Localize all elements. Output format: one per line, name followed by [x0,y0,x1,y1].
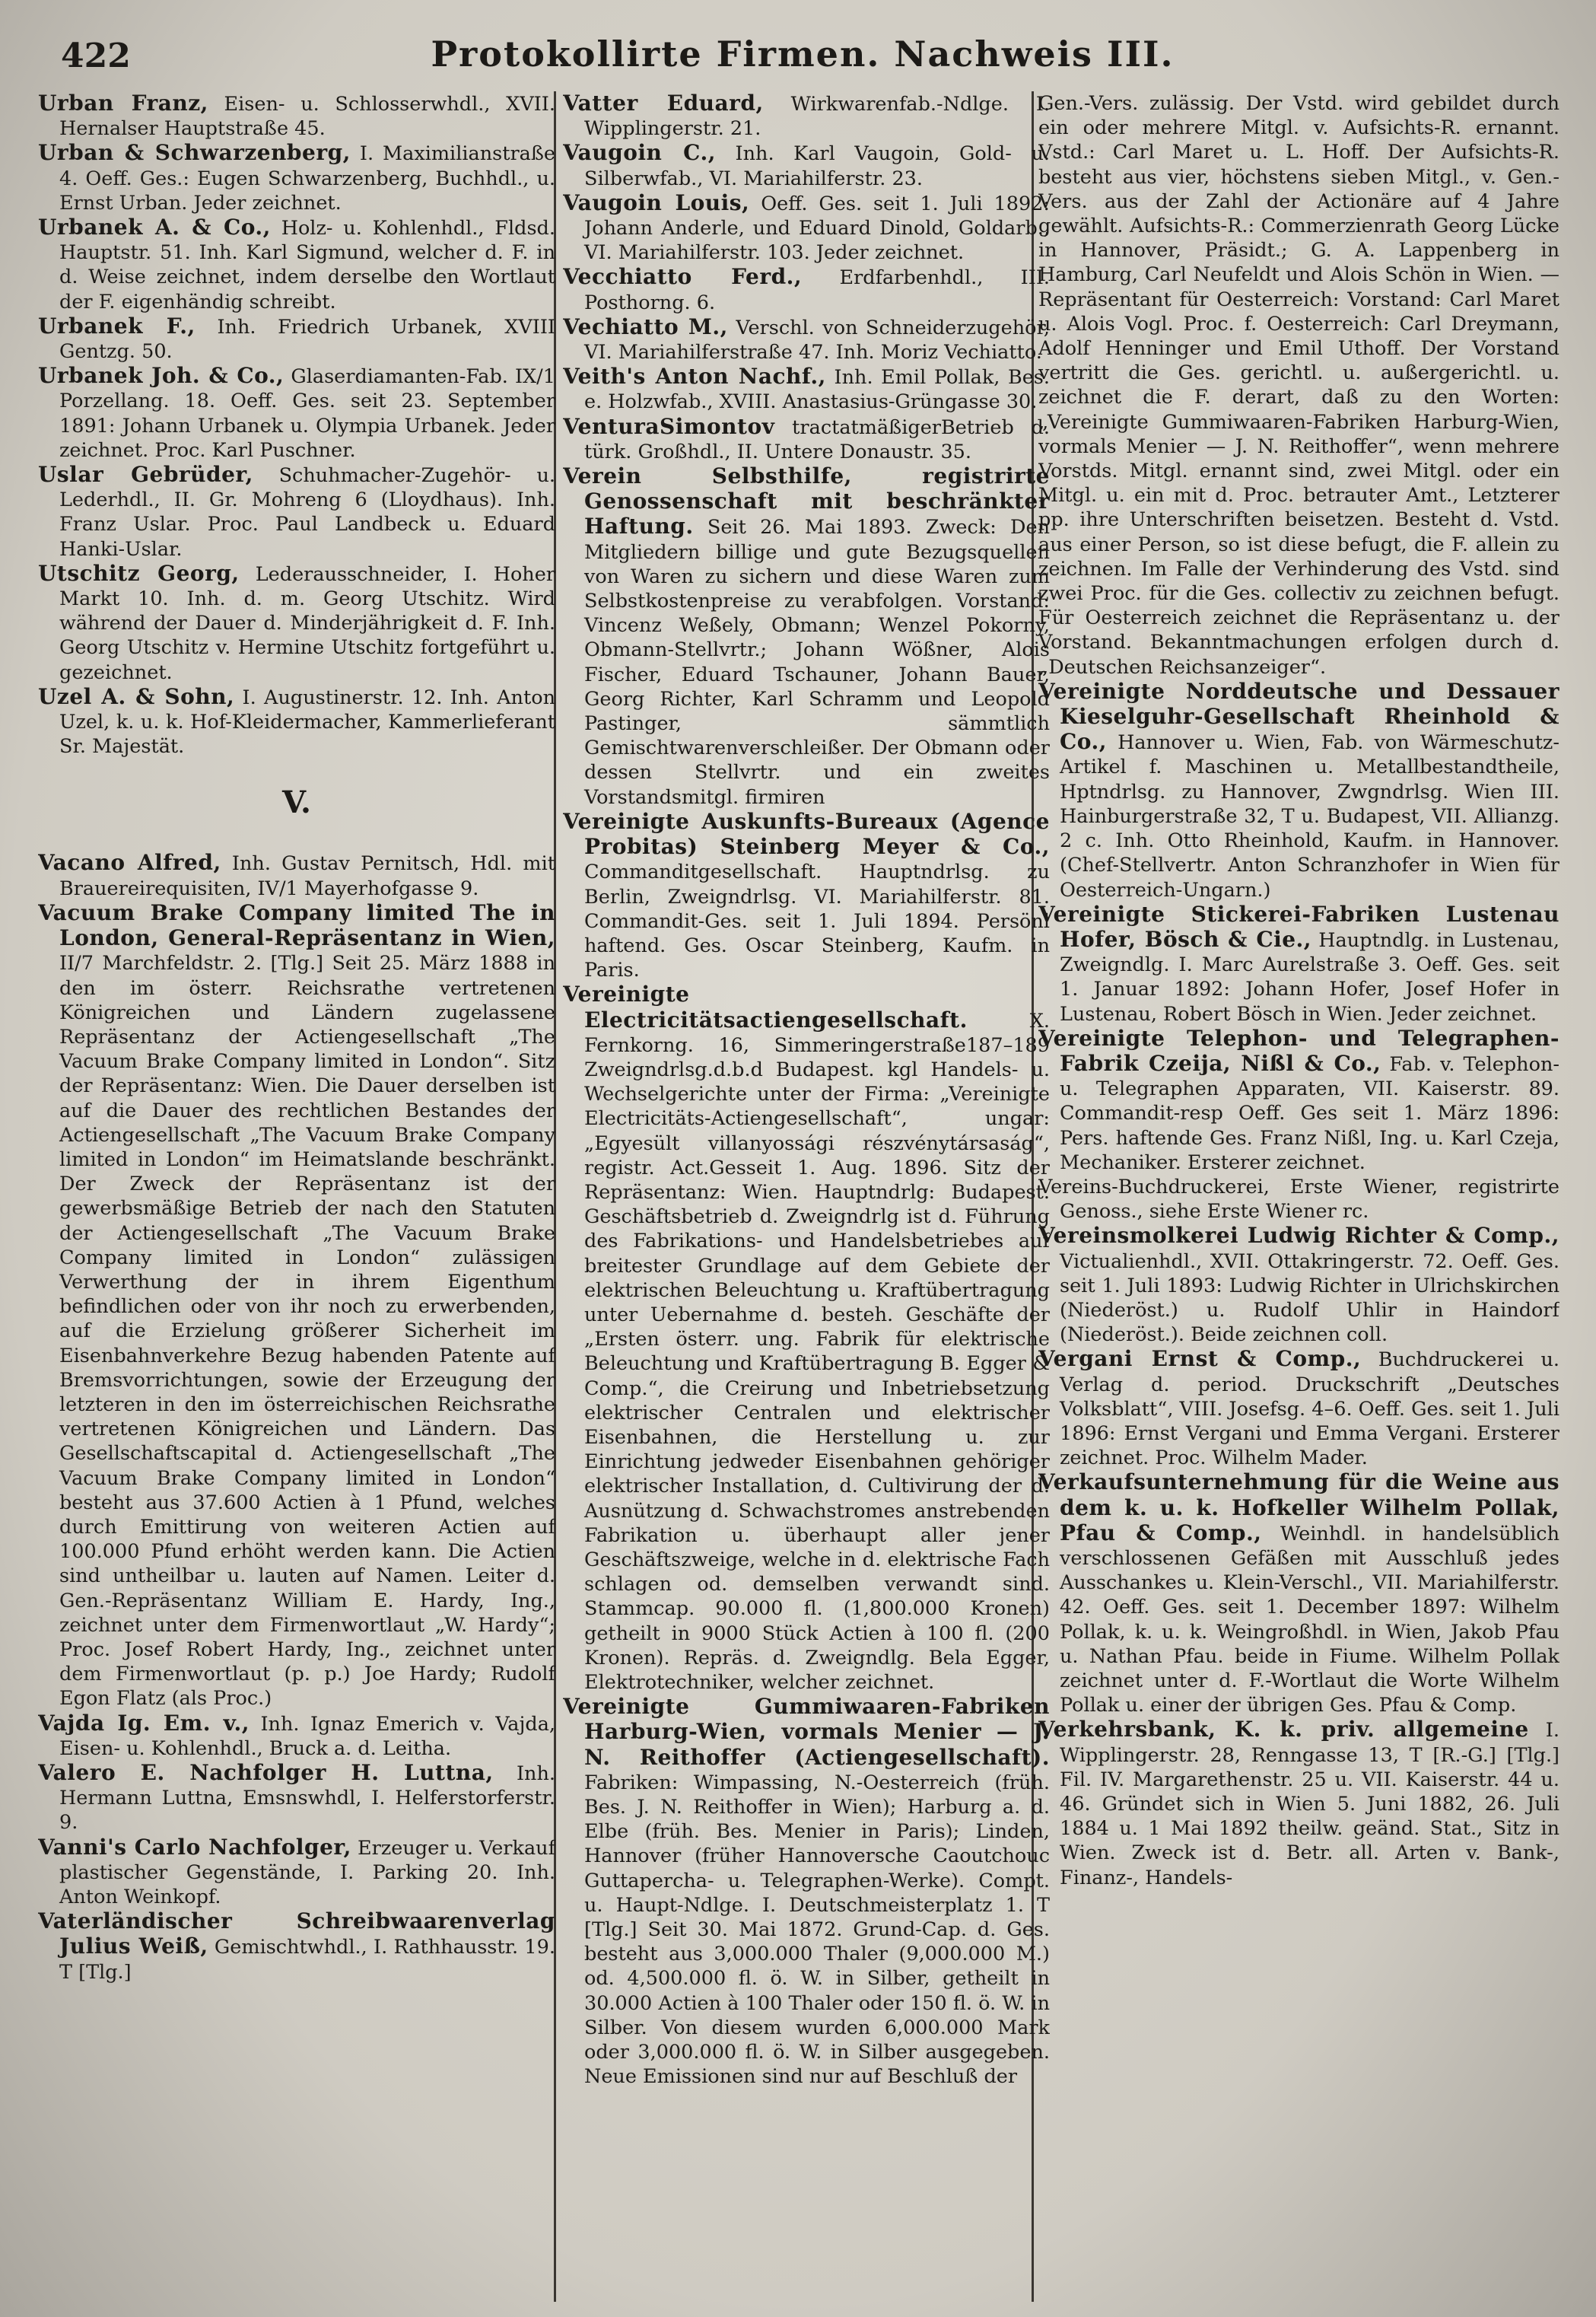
directory-entry [1038,1224,1559,1347]
firm-name: Vereinigte Norddeutsche und Dessauer Kieselguhr-Gesellschaft Rheinhold & Co., [1038,678,1559,755]
directory-entry [38,901,555,1711]
firm-name: Vereinigte Electricitätsactiengesellschaft. [563,982,968,1033]
running-title: Protokollirte Firmen. Nachweis III. [431,33,1175,75]
directory-entry [563,265,1050,314]
firm-name: Vaterländischer Schreibwaarenverlag Julius Weiß, [38,1908,555,1959]
entry-details: II/7 Marchfeldstr. 2. [Tlg.] Seit 25. März 1888 in den im österr. Reichsrathe vertretenen Königreichen und Ländern zugelassene Repräsentanz der Actiengesellschaft „The Vacuum Brake Company limited in London“. Sitz der Repräsentanz: Wien. Die Dauer derselben ist auf die Dauer des rechtlichen Bestandes der Actiengesellschaft „The Vacuum Brake Company limited in London“ im Heimatslande beschränkt. Der Zweck der Repräsentanz ist der gewerbsmäßige Betrieb der nach den Statuten der Actiengesellschaft „The Vacuum Brake Company limited in London“ zulässigen Verwerthung der in ihrem Eigenthum befindlichen oder von ihr noch zu erwerbenden, auf die Erzielung größerer Sicherheit im Eisenbahnverkehre Bezug habenden Patente auf Bremsvorrichtungen, sowie der Erzeugung der letzteren in den im österreichischen Reichsrathe vertretenen Königreichen und Ländern. Das Gesellschaftscapital d. Actiengesellschaft „The Vacuum Brake Company limited in London“ besteht aus 37.600 Actien à 1 Pfund, welches durch Emittirung von weiteren Actien auf 100.000 Pfund erhöht werden kann. Die Actien sind untheilbar u. lauten auf Namen. Leiter d. Gen.-Repräsentanz William E. Hardy, Ing., zeichnet unter dem Firmenwortlaut „W. Hardy“; Proc. Josef Robert Hardy, Ing., zeichnet unter dem Firmenwortlaut (p. p.) Joe Hardy; Rudolf Egon Flatz (als Proc.) [59,952,555,1711]
firm-name: Vacano Alfred, [38,850,221,876]
firm-name: Vechiatto M., [563,313,728,339]
directory-entry [38,91,555,141]
directory-entry [38,562,555,685]
firm-name: Urban & Schwarzenberg, [38,140,351,166]
directory-entry [38,1761,555,1835]
entry-details: Hauptndlg. in Lustenau, Zweigndlg. I. Marc Aurelstraße 3. Oeff. Ges. seit 1. Januar 1892: Johann Hofer, Josef Hofer in Lustenau, Robert Bösch in Wien. Jeder zeichnet. [1060,928,1559,1026]
entry-details: Oeff. Ges. seit 1. Juli 1892: Johann Anderle, und Eduard Dinold, Goldarb., VI. Mariahilferstr. 103. Jeder zeichnet. [584,192,1050,265]
firm-name: Vereinigte Gummiwaaren-Fabriken Harburg-Wien, vormals Menier — J. N. Reithoffer (Actiengesellschaft). [563,1694,1050,1770]
entry-details: Holz- u. Kohlenhdl., Fldsd. Hauptstr. 51. Inh. Karl Sigmund, welcher d. F. in d. Weise zeichnet, indem derselbe den Wortlaut der F. eigenhändig schreibt. [59,217,555,313]
directory-entry [38,215,555,314]
firm-name: Urbanek Joh. & Co., [38,363,285,389]
firm-name: Vaugoin C., [563,140,716,166]
firm-name: Vereinsmolkerei Ludwig Richter & Comp., [1038,1223,1559,1249]
directory-entry [1038,902,1559,1026]
directory-entry [38,314,555,364]
entry-details: Weinhdl. in handelsüblich verschlossenen Gefäßen mit Ausschluß jedes Ausschankes u. Klein-Verschl., VII. Mariahilferstr. 42. Oeff. Ges. seit 1. December 1897: Wilhelm Pollak, k. u. k. Weingroßhdl. in Wien, Jakob Pfau u. Nathan Pfau. beide in Fiume. Wilhelm Pollak zeichnet unter d. F.-Wortlaut die Worte Wilhelm Pollak u. einer der übrigen Ges. Pfau & Comp. [1060,1522,1559,1717]
entry-details: Inh. Karl Vaugoin, Gold- u. Silberwfab., VI. Mariahilferstr. 23. [584,142,1050,190]
directory-entry [38,1909,555,1984]
firm-name: VenturaSimontov [563,413,775,439]
entry-details: X. Fernkorng. 16, Simmeringerstraße187–189 Zweigndrlsg.d.b.d Budapest. kgl Handels- u. Wechselgerichte unter der Firma: „Vereinigte Electricitäts-Actiengesellschaft“, ungar: „Egyesült villanyossági részvénytársaság“, registr. Act.Gesseit 1. Aug. 1896. Sitz der Repräsentanz: Wien. Hauptndrlg: Budapest. Geschäftsbetrieb d. Zweigndrlg ist d. Führung des Fabrikations- und Handelsbetriebes auf breitester Grundlage auf dem Gebiete der elektrischen Beleuchtung u. Kraftübertragung unter Uebernahme d. besteh. Geschäfte der „Ersten österr. ung. Fabrik für elektrische Beleuchtung und Kraftübertragung B. Egger & Comp.“, die Creirung und Inbetriebsetzung elektrischer Centralen und elektrischer Eisenbahnen, die Herstellung u. zur Einrichtung jedweder Eisenbahnen gehöriger elektrischer Installation, d. Cultivirung der d. Ausnützung d. Schwachstromes anstrebenden Fabrikation u. überhaupt aller jener Geschäftszweige, welche in d. elektrische Fach schlagen od. demselben verwandt sind. Stammcap. 90.000 fl. (1,800.000 Kronen) getheilt in 9000 Stück Actien à 100 fl. (200 Kronen). Repräs. d. Zweigndlg. Bela Egger, Elektrotechniker, welcher zeichnet. [584,1009,1050,1694]
entry-details: Victualienhdl., XVII. Ottakringerstr. 72. Oeff. Ges. seit 1. Juli 1893: Ludwig Richter in Ulrichskirchen (Niederöst.) u. Rudolf Uhlir in Haindorf (Niederöst.). Beide zeichnen coll. [1060,1249,1559,1347]
firm-name: Vanni's Carlo Nachfolger, [38,1834,351,1860]
directory-entry [563,1695,1050,2089]
directory-entry [1038,1347,1559,1470]
entry-details: Inh. Friedrich Urbanek, XVIII Gentzg. 50. [59,315,555,364]
directory-entry [563,810,1050,982]
firm-name: Verein Selbsthilfe, registrirte Genossenschaft mit beschränkter Haftung. [563,463,1050,539]
entry-details: Gemischtwhdl., I. Rathhausstr. 19. T [Tlg.] [59,1936,555,1984]
firm-name: Veith's Anton Nachf., [563,364,826,390]
entry-details: I. Wipplingerstr. 28, Renngasse 13, T [R.-G.] [Tlg.] Fil. IV. Margarethenstr. 25 u. VII. Kaiserstr. 44 u. 46. Gründet sich in Wien 5. Juni 1882, 26. Juli 1884 u. 1 Mai 1892 theilw. geänd. Stat., Sitz in Wien. Zweck ist d. Betr. all. Arten v. Bank-, Finanz-, Handels- [1060,1719,1559,1889]
firm-name: Valero E. Nachfolger H. Luttna, [38,1760,494,1785]
directory-entry [563,315,1050,364]
column-right [1038,91,1559,2302]
directory-entry [38,364,555,463]
entry-details: Inh. Ignaz Emerich v. Vajda, Eisen- u. Kohlenhdl., Bruck a. d. Leitha. [59,1712,555,1760]
entry-continuation: Gen.-Vers. zulässig. Der Vstd. wird gebildet durch ein oder mehrere Mitgl. v. Aufsichts-R. ernannt. Vstd.: Carl Maret u. L. Hoff. Der Aufsichts-R. besteht aus vier, höchstens sieben Mitgl., v. Gen.-Vers. aus der Zahl der Actionäre auf 4 Jahre gewählt. Aufsichts-R.: Commerzienrath Georg Lücke in Hannover, Präsidt.; G. A. Lappenberg in Hamburg, Carl Neufeldt und Alois Schön in Wien. — Repräsentant für Oesterreich: Vorstand: Carl Maret u. Alois Vogl. Proc. f. Oesterreich: Carl Dreymann, Adolf Henninger und Emil Uthoff. Der Vorstand vertritt die Ges. gerichtl. u. außergerichtl. u. zeichnet die F. derart, daß zu den Worten: „Vereinigte Gummiwaaren-Fabriken Harburg-Wien, vormals Menier — J. N. Reithoffer“, wenn mehrere Vorstds. Mitgl. ernannt sind, zwei Mitgl. oder ein Mitgl. u. ein mit d. Proc. betrauter Amt., Letzterer pp. ihre Unterschriften beisetzen. Besteht d. Vstd. aus einer Person, so ist diese befugt, die F. allein zu zeichnen. Im Falle der Verhinderung des Vstd. sind zwei Proc. für die Ges. collectiv zu zeichnen befugt. Für Oesterreich zeichnet die Repräsentanz u. der Vorstand. Bekanntmachungen erfolgen durch d. „Deutschen Reichsanzeiger“. [1038,92,1559,679]
directory-entry [563,464,1050,810]
directory-entry [563,91,1050,141]
column-middle [563,91,1050,2302]
firm-name: Vacuum Brake Company limited The in London, General-Repräsentanz in Wien, [38,899,555,951]
entry-details: tractatmäßigerBetrieb d. türk. Großhdl., II. Untere Donaustr. 35. [584,415,1050,463]
entry-details: Buchdruckerei u. Verlag d. period. Druckschrift „Deutsches Volksblatt“, VIII. Josefsg. 4–6. Oeff. Ges. seit 1. Juli 1896: Ernst Vergani und Emma Vergani. Ersterer zeichnet. Proc. Wilhelm Mader. [1060,1348,1559,1470]
firm-name: Verkehrsbank, K. k. priv. allgemeine [1038,1717,1529,1743]
directory-entry [1038,1026,1559,1175]
entry-details: Inh. Hermann Luttna, Emsnswhdl, I. Helferstorferstr. 9. [59,1762,555,1835]
entry-details: Wirkwarenfab.-Ndlge. I. Wipplingerstr. 21. [584,93,1050,141]
entry-details: Lederausschneider, I. Hoher Markt 10. Inh. d. m. Georg Utschitz. Wird während der Dauer d. Minderjährigkeit d. F. Inh. Georg Utschitz v. Hermine Utschitz fortgeführt u. gezeichnet. [59,562,555,684]
page-number: 422 [61,37,131,75]
firm-name: Verkaufsunternehmung für die Weine aus dem k. u. k. Hofkeller Wilhelm Pollak, Pfau & Comp., [1038,1469,1559,1545]
firm-name: Vaugoin Louis, [563,189,750,215]
firm-name: Vergani Ernst & Comp., [1038,1346,1362,1372]
firm-name: Vereinigte Telephon- und Telegraphen-Fabrik Czeija, Nißl & Co., [1038,1025,1559,1076]
directory-entry [1038,1717,1559,1889]
entry-details: Hannover u. Wien, Fab. von Wärmeschutz-Artikel f. Maschinen u. Metallbestandtheile, Hptndrlsg. zu Hannover, Zwgndrlsg. Wien III. Hainburgerstraße 32, T u. Budapest, VII. Allianzg. 2 c. Inh. Otto Rheinhold, Kaufm. in Hannover. (Chef-Stellvertr. Anton Schranzhofer in Wien für Oesterreich-Ungarn.) [1060,731,1559,902]
firm-name: Vatter Eduard, [563,91,764,116]
directory-entry [38,463,555,562]
firm-name: Urbanek A. & Co., [38,215,271,240]
entry-details: Verschl. von Schneiderzugehör, VI. Mariahilferstraße 47. Inh. Moriz Vechiatto. [584,316,1050,364]
section-letter-heading: V. [282,785,311,821]
entry-details: Fab. v. Telephon- u. Telegraphen Apparaten, VII. Kaiserstr. 89. Commandit-resp Oeff. Ges seit 1. März 1896: Pers. haftende Ges. Franz Nißl, Ing. u. Karl Czeja, Mechaniker. Ersterer zeichnet. [1060,1052,1559,1174]
page-header [61,23,1544,99]
entry-details: Inh. Gustav Pernitsch, Hdl. mit Brauereirequisiten, IV/1 Mayerhofgasse 9. [59,852,555,900]
directory-entry [563,191,1050,266]
firm-name: Vereinigte Stickerei-Fabriken Lustenau Hofer, Bösch & Cie., [1038,901,1559,952]
firm-name: Vecchiatto Ferd., [563,264,803,290]
entry-details: I. Augustinerstr. 12. Inh. Anton Uzel, k. u. k. Hof-Kleidermacher, Kammerlieferant Sr. Majestät. [59,686,555,759]
entry-details: I. Maximilianstraße 4. Oeff. Ges.: Eugen Schwarzenberg, Buchhdl., u. Ernst Urban. Jeder zeichnet. [59,142,555,215]
directory-entry [563,364,1050,414]
entry-details: Fabriken: Wimpassing, N.-Oesterreich (früh. Bes. J. N. Reithoffer in Wien); Harburg a. d. Elbe (früh. Bes. Menier in Paris); Linden, Hannover (früher Hannoversche Caoutchouc Guttapercha- u. Telegraphen-Werke). Compt. u. Haupt-Ndlge. I. Deutschmeisterplatz 1. T [Tlg.] Seit 30. Mai 1872. Grund-Cap. d. Ges. besteht aus 3,000.000 Thaler (9,000.000 M.) od. 4,500.000 fl. ö. W. in Silber, getheilt in 30.000 Actien à 100 Thaler oder 150 fl. ö. W. in Silber. Von diesem wurden 6,000.000 Mark oder 3,000.000 fl. ö. W. in Silber ausgegeben. Neue Emissionen sind nur auf Beschluß der [584,1771,1050,2089]
directory-entry [38,141,555,215]
entry-details: Inh. Emil Pollak, Bes. e. Holzwfab., XVIII. Anastasius-Grüngasse 30. [584,366,1050,414]
entry-details: Glaserdiamanten-Fab. IX/1 Porzellang. 18. Oeff. Ges. seit 23. September 1891: Johann Urbanek u. Olympia Urbanek. Jeder zeichnet. Proc. Karl Puschner. [59,365,555,462]
entry-details: Erdfarbenhdl., III. Posthorng. 6. [584,266,1050,314]
entry-details: Schuhmacher-Zugehör- u. Lederhdl., II. Gr. Mohreng 6 (Lloydhaus). Inh. Franz Uslar. Proc. Paul Landbeck u. Eduard Hanki-Uslar. [59,464,555,561]
firm-name: Uzel A. & Sohn, [38,683,235,709]
directory-entry [38,1835,555,1910]
entry-details: Eisen- u. Schlosserwhdl., XVII. Hernalser Hauptstraße 45. [59,93,555,141]
directory-entry [38,851,555,900]
directory-entry [563,415,1050,464]
firm-name: Urban Franz, [38,91,208,116]
firm-name: Utschitz Georg, [38,560,240,586]
directory-entry [1038,1470,1559,1717]
column-left [38,91,555,2302]
firm-name: Vajda Ig. Em. v., [38,1710,250,1736]
directory-entry [38,685,555,759]
entry-details: Seit 26. Mai 1893. Zweck: Den Mitgliedern billige und gute Bezugsquellen von Waren zu sichern und diese Waren zum Selbstkostenpreise zu verabfolgen. Vorstand: Vincenz Weßely, Obmann; Wenzel Pokorny, Obmann-Stellvrtr.; Johann Wößner, Alois Fischer, Eduard Tschauner, Johann Bauer, Georg Richter, Karl Schramm und Leopold Pastinger, sämmtlich Gemischtwarenverschleißer. Der Obmann oder dessen Stellvrtr. und ein zweites Vorstandsmitgl. firmiren [584,516,1050,809]
firm-name: Vereinigte Auskunfts-Bureaux (Agence Probitas) Steinberg Meyer & Co., [563,808,1050,860]
directory-entry [38,1711,555,1761]
firm-name: Urbanek F., [38,313,196,339]
directory-entry [563,141,1050,190]
directory-entry [563,982,1050,1695]
entry-details: Commanditgesellschaft. Hauptndrlsg. zu Berlin, Zweigndrlsg. VI. Mariahilferstr. 81. Commandit-Ges. seit 1. Juli 1894. Persönl haftend. Ges. Oscar Steinberg, Kaufm. in Paris. [584,861,1050,982]
entry-details: Erzeuger u. Verkauf plastischer Gegenstände, I. Parking 20. Inh. Anton Weinkopf. [59,1836,555,1909]
directory-entry: Vereins-Buchdruckerei, Erste Wiener, registrirte Genoss., siehe Erste Wiener rc. [1038,1175,1559,1224]
firm-name: Uslar Gebrüder, [38,462,253,488]
directory-entry [1038,680,1559,902]
